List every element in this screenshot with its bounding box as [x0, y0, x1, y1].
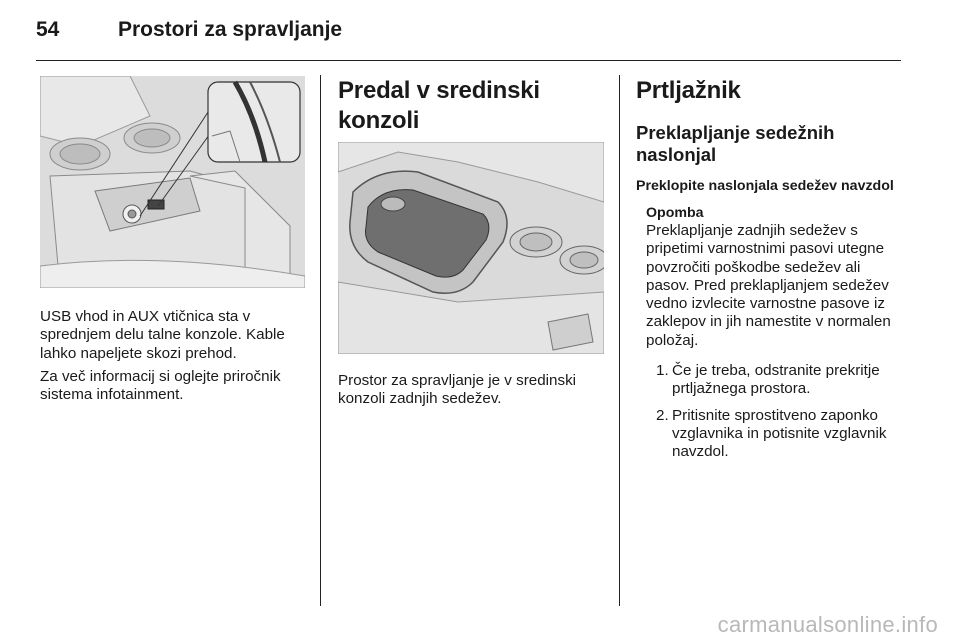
- column-luggage: [636, 76, 906, 470]
- page-title: Prostori za spravljanje: [118, 18, 343, 41]
- infotainment-reference: Za več informacij si oglejte priročnik sistema infotainment.: [40, 367, 281, 404]
- column-center-console: [338, 76, 604, 409]
- console-compartment-caption: Prostor za spravljanje je v sredinski konzoli zadnjih sedežev.: [338, 372, 577, 408]
- step-item: [646, 407, 906, 462]
- section-heading-console-compartment: Predal v sredinski konzoli: [338, 77, 540, 134]
- console-usb-illustration: [40, 76, 305, 288]
- step-item: [646, 362, 906, 399]
- watermark: carmanualsonline.info: [717, 612, 938, 637]
- steps-list: [646, 362, 906, 461]
- rear-console-illustration: [338, 142, 604, 354]
- minor-heading-fold-down: Preklopite naslonjala sedežev navzdol: [636, 178, 894, 194]
- column-usb-aux: [40, 76, 305, 404]
- note-title: Opomba: [646, 205, 704, 221]
- step-text: Pritisnite sprostitveno zaponko vzglavnika in potisnite vzglavnik navzdol.: [672, 406, 887, 461]
- step-number: 1.: [656, 362, 669, 380]
- column-divider-2: [619, 75, 620, 606]
- note-block: [646, 205, 906, 462]
- rear-console-drawing: [338, 142, 604, 354]
- subheading-folding-backrests: Preklapljanje sedežnih naslonjal: [636, 122, 835, 165]
- note-text: Preklapljanje zadnjih sedežev s pripetimi varnostnimi pasovi utegne povzročiti poškodbe sedežev ali pasov. Pred preklapljanjem sedežev vedno izvlecite varnostne pasove iz zaklepov in jih namestite v normalen položaj.: [646, 222, 891, 349]
- header-rule: [36, 60, 901, 61]
- section-heading-luggage: Prtljažnik: [636, 77, 741, 104]
- column-divider-1: [320, 75, 321, 606]
- step-number: 2.: [656, 406, 669, 424]
- step-text: Če je treba, odstranite prekritje prtljažnega prostora.: [672, 362, 880, 398]
- console-usb-drawing: [40, 76, 305, 288]
- usb-aux-caption: USB vhod in AUX vtičnica sta v sprednjem delu talne konzole. Kable lahko napeljete skozi prehod.: [40, 308, 285, 362]
- page-number: 54: [36, 18, 60, 41]
